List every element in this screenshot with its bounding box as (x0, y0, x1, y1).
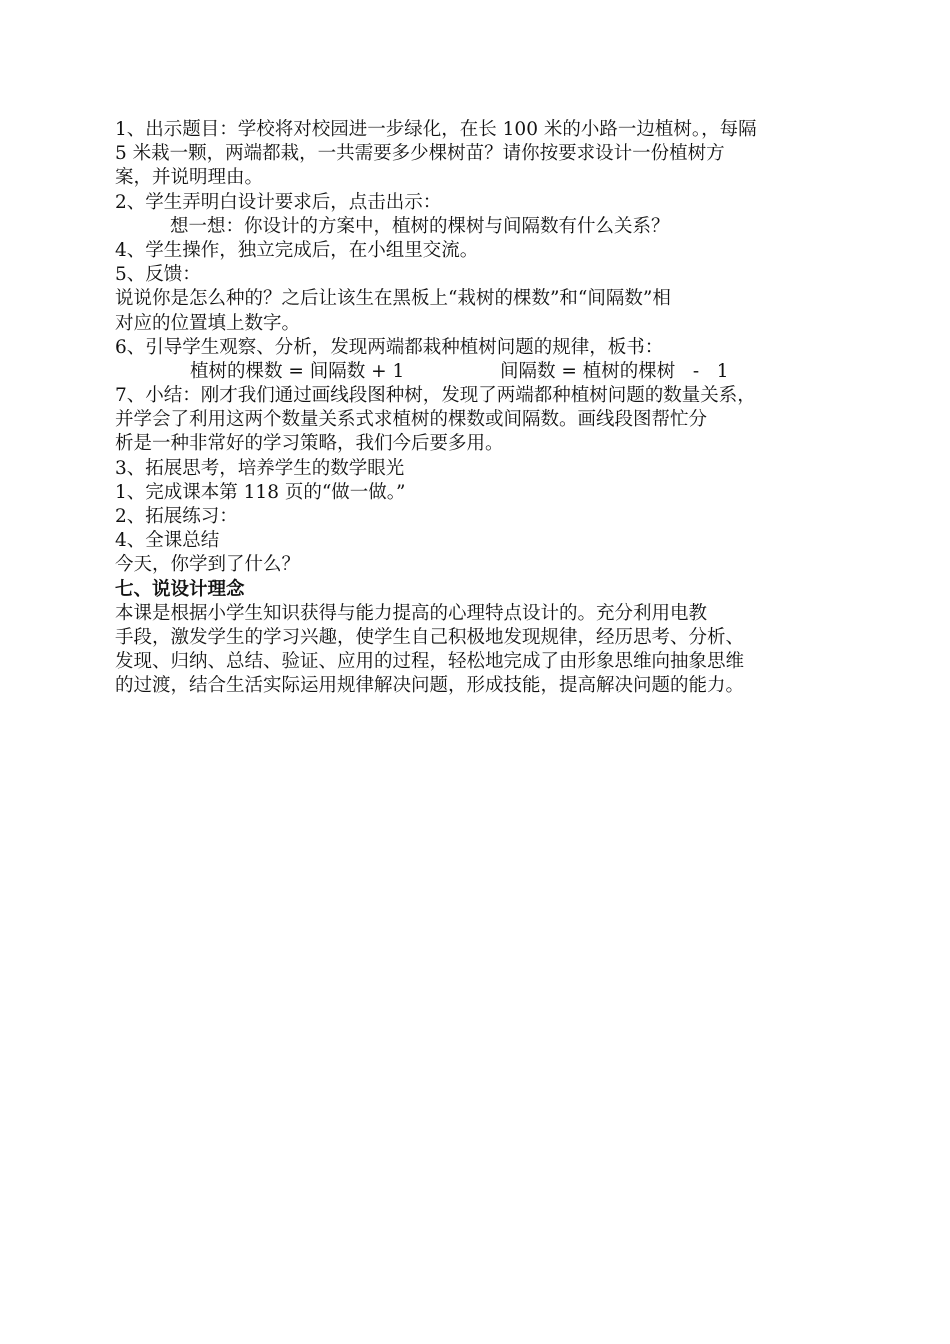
text-line-indented: 想一想：你设计的方案中，植树的棵树与间隔数有什么关系？ (170, 215, 670, 237)
text-line: 4、学生操作，独立完成后，在小组里交流。 (115, 239, 479, 261)
text-line: 对应的位置填上数字。 (115, 312, 301, 334)
text-line: 1、出示题目：学校将对校园进一步绿化，在长 100 米的小路一边植树。，每隔 (115, 119, 757, 140)
text-line: 并学会了利用这两个数量关系式求植树的棵数或间隔数。画线段图帮忙分 (115, 409, 708, 431)
text-line: 本课是根据小学生知识获得与能力提高的心理特点设计的。充分利用电教 (115, 602, 708, 624)
text-line: 的过渡，结合生活实际运用规律解决问题，形成技能，提高解决问题的能力。 (115, 675, 745, 697)
text-line: 说说你是怎么种的？之后让该生在黑板上“栽树的棵数”和“间隔数”相 (115, 288, 671, 310)
text-line: 发现、归纳、总结、验证、应用的过程，轻松地完成了由形象思维向抽象思维 (115, 651, 745, 673)
text-line: 5 米栽一颗，两端都栽，一共需要多少棵树苗？请你按要求设计一份植树方 (115, 143, 725, 165)
text-line: 2、学生弄明白设计要求后，点击出示： (115, 191, 442, 213)
text-line: 案，并说明理由。 (115, 167, 264, 189)
text-line: 2、拓展练习： (115, 506, 238, 527)
formula-left: 植树的棵数 = 间隔数 + 1 (190, 360, 405, 382)
text-line: 1、完成课本第 118 页的“做一做。” (115, 481, 406, 503)
text-line: 4、全课总结 (115, 530, 220, 552)
formula-right: 间隔数 = 植树的棵树 - 1 (500, 360, 729, 382)
text-line: 7、小结：刚才我们通过画线段图种树，发现了两端都种植树问题的数量关系， (115, 385, 756, 407)
text-line: 析是一种非常好的学习策略，我们今后要多用。 (115, 433, 504, 455)
text-line: 3、拓展思考，培养学生的数学眼光 (115, 457, 405, 479)
text-line: 5、反馈： (115, 264, 201, 286)
document-body (115, 118, 850, 699)
text-line: 今天，你学到了什么？ (115, 554, 301, 576)
text-line: 手段，激发学生的学习兴趣，使学生自己积极地发现规律，经历思考、分析、 (115, 626, 745, 648)
formula-line (115, 360, 850, 384)
section-heading: 七、说设计理念 (115, 578, 245, 600)
text-line: 6、引导学生观察、分析，发现两端都栽种植树问题的规律，板书： (115, 336, 664, 358)
